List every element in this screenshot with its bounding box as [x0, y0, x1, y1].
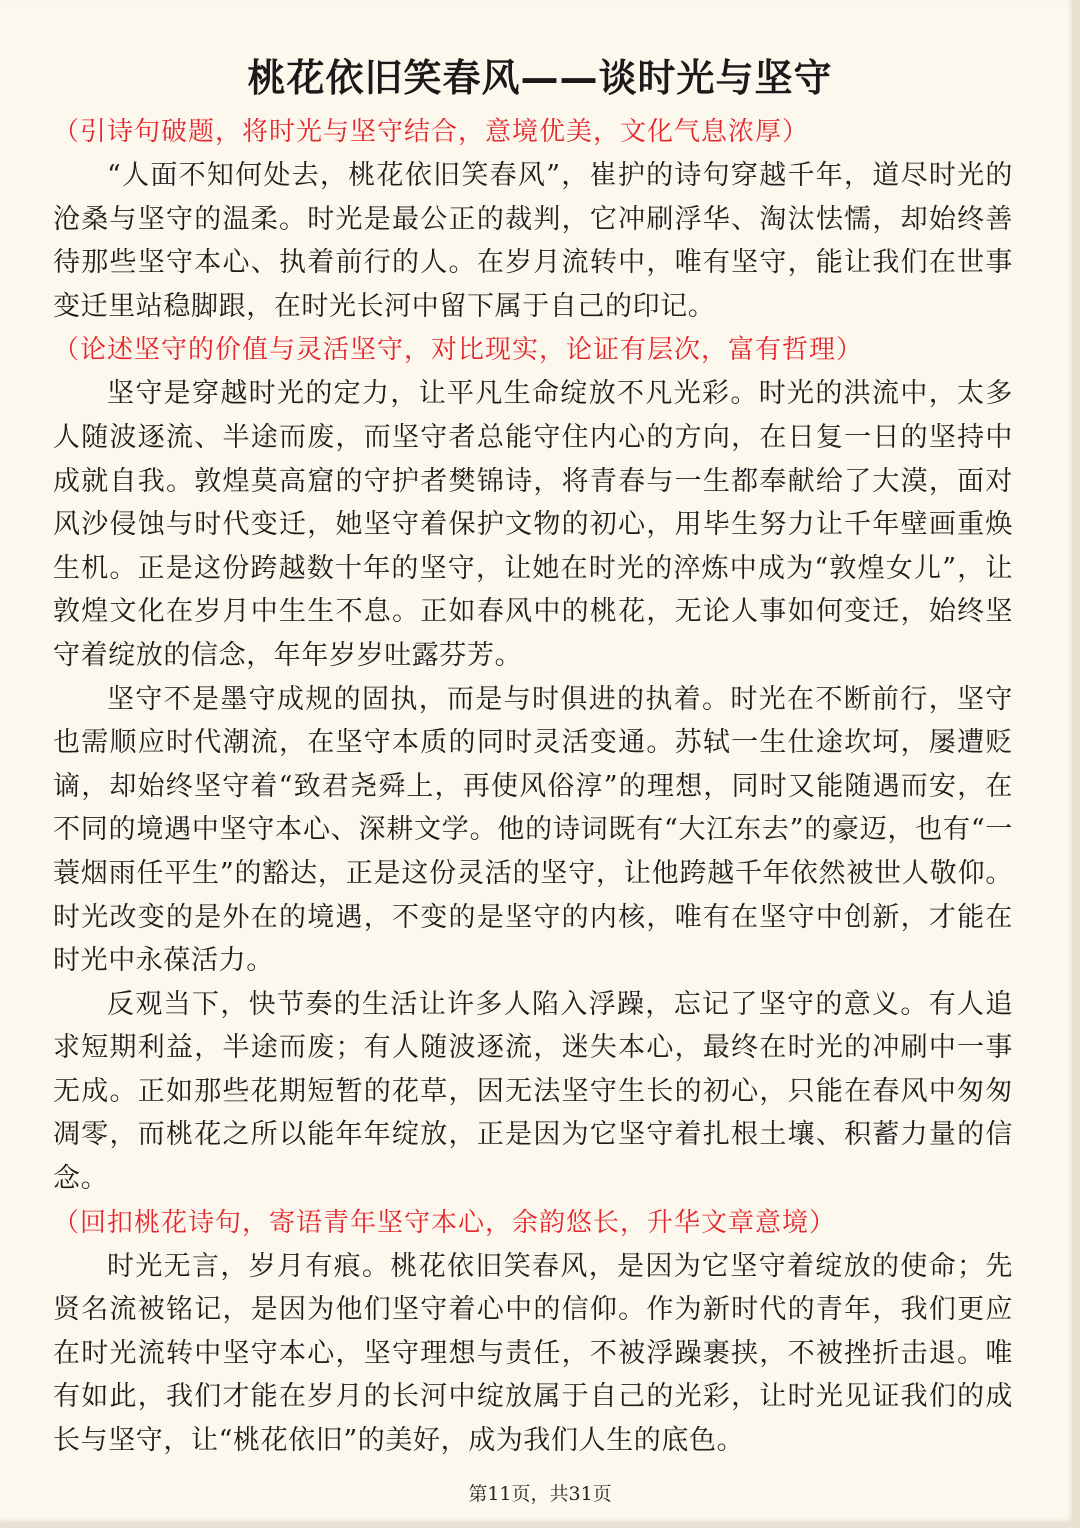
page-number: 第11页，共31页 — [468, 1483, 612, 1505]
comment-note-argument: （论述坚守的价值与灵活坚守，对比现实，论证有层次，富有哲理） — [53, 335, 864, 366]
paragraph-3: 坚守不是墨守成规的固执，而是与时俱进的执着。时光在不断前行，坚守也需顺应时代潮流，在坚守本质的同时灵活变通。苏轼一生仕途坎坷，屡遭贬谪，却始终坚守着“致君尧舜上，再使风俗淳”的理想，同时又能随遇而安，在不同的境遇中坚守本心、深耕文学。他的诗词既有“大江东去”的豪迈，也有“一蓑烟雨任平生”的豁达，正是这份灵活的坚守，让他跨越千年依然被世人敬仰。时光改变的是外在的境遇，不变的是坚守的内核，唯有在坚守中创新，才能在时光中永葆活力。 — [53, 683, 1013, 977]
paragraph-2: 坚守是穿越时光的定力，让平凡生命绽放不凡光彩。时光的洪流中，太多人随波逐流、半途而废，而坚守者总能守住内心的方向，在日复一日的坚持中成就自我。敦煌莫高窟的守护者樊锦诗，将青春与一生都奉献给了大漠，面对风沙侵蚀与时代变迁，她坚守着保护文物的初心，用毕生努力让千年壁画重焕生机。正是这份跨越数十年的坚守，让她在时光的淬炼中成为“敦煌女儿”，让敦煌文化在岁月中生生不息。正如春风中的桃花，无论人事如何变迁，始终坚守着绽放的信念，年年岁岁吐露芬芳。 — [53, 378, 1013, 671]
comment-note-intro: （引诗句破题，将时光与坚守结合，意境优美，文化气息浓厚） — [53, 117, 810, 147]
essay-body — [53, 110, 1013, 1463]
paragraph-5: 时光无言，岁月有痕。桃花依旧笑春风，是因为它坚守着绽放的使命；先贤名流被铭记，是因为他们坚守着心中的信仰。作为新时代的青年，我们更应在时光流转中坚守本心，坚守理想与责任，不被浮躁裹挟，不被挫折击退。唯有如此，我们才能在岁月的长河中绽放属于自己的光彩，让时光见证我们的成长与坚守，让“桃花依旧”的美好，成为我们人生的底色。 — [53, 1250, 1013, 1457]
paragraph-1: “人面不知何处去，桃花依旧笑春风”，崔护的诗句穿越千年，道尽时光的沧桑与坚守的温柔。时光是最公正的裁判，它冲刷浮华、淘汰怯懦，却始终善待那些坚守本心、执着前行的人。在岁月流转中，唯有坚守，能让我们在世事变迁里站稳脚跟，在时光长河中留下属于自己的印记。 — [53, 160, 1013, 322]
paragraph-4: 反观当下，快节奏的生活让许多人陷入浮躁，忘记了坚守的意义。有人追求短期利益，半途而废；有人随波逐流，迷失本心，最终在时光的冲刷中一事无成。正如那些花期短暂的花草，因无法坚守生长的初心，只能在春风中匆匆凋零，而桃花之所以能年年绽放，正是因为它坚守着扎根土壤、积蓄力量的信念。 — [53, 988, 1013, 1195]
comment-note-conclusion: （回扣桃花诗句，寄语青年坚守本心，余韵悠长，升华文章意境） — [53, 1207, 837, 1238]
essay-title: 桃花依旧笑春风——谈时光与坚守 — [247, 56, 833, 100]
